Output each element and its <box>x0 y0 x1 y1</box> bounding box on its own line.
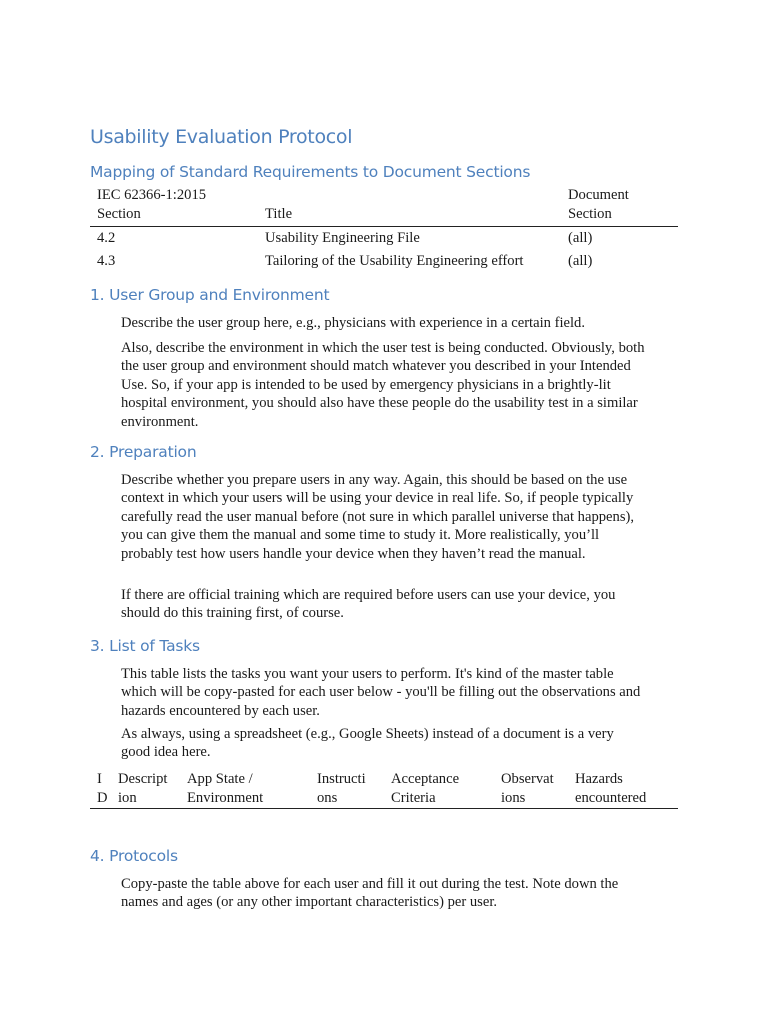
mapping-header-doc-section-line2: Section <box>568 206 612 222</box>
mapping-header-divider <box>90 226 678 227</box>
spreadsheet-paragraph: As always, using a spreadsheet (e.g., Google Sheets) instead of a document is a very good idea here. <box>121 726 614 761</box>
tasks-paragraph: This table lists the tasks you want your users to perform. It's kind of the master table which will be copy-pasted for each user below - you'll be filling out the observations and hazards encountered by each user. <box>121 666 641 719</box>
tasks-header-acceptance: Acceptance <box>391 771 460 787</box>
section-heading-user-group: 1. User Group and Environment <box>90 286 330 304</box>
mapping-row-title: Tailoring of the Usability Engineering effort <box>265 253 524 269</box>
protocols-paragraph: Copy-paste the table above for each user and fill it out during the test. Note down the names and ages (or any other important characteristics) per user. <box>121 876 619 911</box>
document-title: Usability Evaluation Protocol <box>90 126 353 148</box>
tasks-header-instructions: Instructi <box>317 771 366 787</box>
section-heading-tasks: 3. List of Tasks <box>90 637 200 655</box>
mapping-row-doc-section: (all) <box>568 230 593 246</box>
preparation-paragraph: Describe whether you prepare users in any way. Again, this should be based on the use context in which your users will be using your device in real life. So, if people typically carefully read the user manual before (not sure in which parallel universe that happens), you can give them the manual and some time to study it. More realistically, you’ll probably test how users handle your device when they haven’t read the manual. <box>121 472 635 562</box>
mapping-header-section-line1: IEC 62366-1:2015 <box>97 187 207 203</box>
tasks-header-id: I <box>97 771 102 787</box>
tasks-header-description: ion <box>118 790 137 806</box>
tasks-header-divider <box>90 808 678 809</box>
mapping-header-title: Title <box>265 206 293 222</box>
mapping-row-doc-section: (all) <box>568 253 593 269</box>
section-heading-protocols: 4. Protocols <box>90 847 178 865</box>
mapping-row-section: 4.2 <box>97 230 116 246</box>
tasks-header-app-state: App State / <box>187 771 253 787</box>
user-group-paragraph: Describe the user group here, e.g., physicians with experience in a certain field. <box>121 315 585 331</box>
mapping-heading: Mapping of Standard Requirements to Document Sections <box>90 163 531 181</box>
training-paragraph: If there are official training which are required before users can use your device, you should do this training first, of course. <box>121 587 616 622</box>
section-heading-preparation: 2. Preparation <box>90 443 197 461</box>
tasks-header-description: Descript <box>118 771 168 787</box>
tasks-header-app-state: Environment <box>187 790 264 806</box>
mapping-header-section-line2: Section <box>97 206 141 222</box>
tasks-header-observations: ions <box>501 790 526 806</box>
mapping-row-title: Usability Engineering File <box>265 230 420 246</box>
tasks-header-observations: Observat <box>501 771 554 787</box>
mapping-row-section: 4.3 <box>97 253 116 269</box>
mapping-header-doc-section-line1: Document <box>568 187 629 203</box>
tasks-header-hazards: encountered <box>575 790 647 806</box>
environment-paragraph: Also, describe the environment in which the user test is being conducted. Obviously, both the user group and environment should match whatever you described in your Intended Use. So, if your app is intended to be used by emergency physicians in a brightly-lit hospital environment, you should also have these people do the usability test in a similar environment. <box>121 340 645 430</box>
tasks-header-hazards: Hazards <box>575 771 623 787</box>
tasks-header-instructions: ons <box>317 790 338 806</box>
tasks-header-id: D <box>97 790 108 806</box>
tasks-header-acceptance: Criteria <box>391 790 436 806</box>
